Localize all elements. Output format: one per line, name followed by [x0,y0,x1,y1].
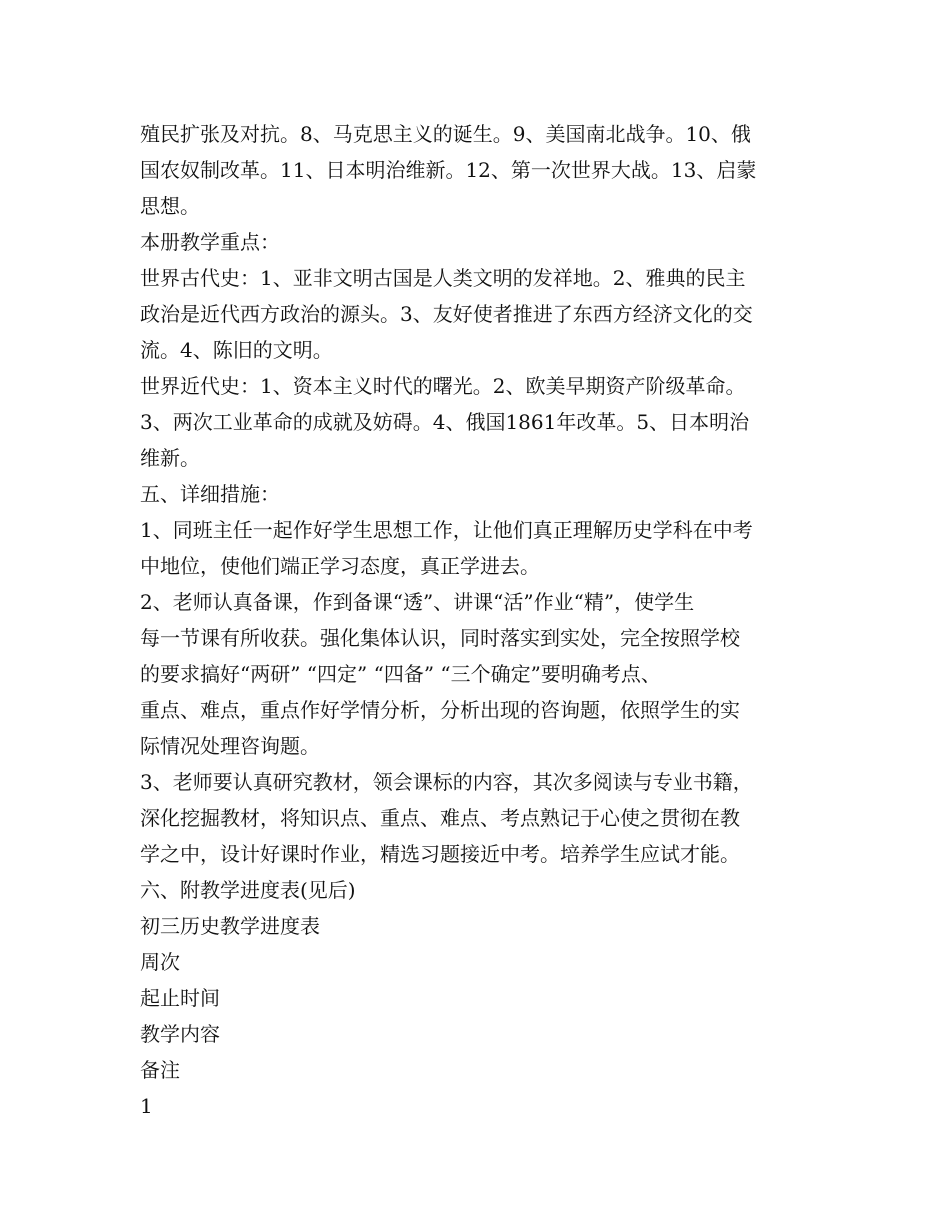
document-page [140,116,820,1124]
section-heading: 本册教学重点： [140,230,280,254]
text-line: 际情况处理咨询题。 [140,734,320,758]
table-header-notes: 备注 [140,1058,180,1082]
text-line: 1、同班主任一起作好学生思想工作，让他们真正理解历史学科在中考 [140,518,753,542]
table-header-content: 教学内容 [140,1022,220,1046]
text-line: 思想。 [140,194,200,218]
text-line: 的要求搞好“两研” “四定” “四备” “三个确定”要明确考点、 [140,662,661,686]
text-line: 世界近代史：1、资本主义时代的曙光。2、欧美早期资产阶级革命。 [140,374,746,398]
text-line: 国农奴制改革。11、日本明治维新。12、第一次世界大战。13、启蒙 [140,158,757,182]
text-line: 学之中，设计好课时作业，精选习题接近中考。培养学生应试才能。 [140,842,740,866]
text-line: 每一节课有所收获。强化集体认识，同时落实到实处，完全按照学校 [140,626,740,650]
table-header-week: 周次 [140,950,180,974]
text-line: 深化挖掘教材，将知识点、重点、难点、考点熟记于心使之贯彻在教 [140,806,740,830]
table-cell-week: 1 [140,1094,153,1118]
text-line: 中地位，使他们端正学习态度，真正学进去。 [140,554,540,578]
text-line: 2、老师认真备课，作到备课“透”、讲课“活”作业“精”，使学生 [140,590,695,614]
text-line: 重点、难点，重点作好学情分析，分析出现的咨询题，依照学生的实 [140,698,740,722]
text-line: 维新。 [140,446,200,470]
text-line: 3、老师要认真研究教材，领会课标的内容，其次多阅读与专业书籍， [140,770,753,794]
text-line: 政治是近代西方政治的源头。3、友好使者推进了东西方经济文化的交 [140,302,753,326]
section-heading: 五、详细措施： [140,482,280,506]
text-line: 3、两次工业革命的成就及妨碍。4、俄国1861年改革。5、日本明治 [140,410,750,434]
table-header-dates: 起止时间 [140,986,220,1010]
text-line: 世界古代史：1、亚非文明古国是人类文明的发祥地。2、雅典的民主 [140,266,746,290]
text-line: 殖民扩张及对抗。8、马克思主义的诞生。9、美国南北战争。10、俄 [140,122,751,146]
text-line: 流。4、陈旧的文明。 [140,338,333,362]
table-title: 初三历史教学进度表 [140,914,320,938]
section-heading: 六、附教学进度表(见后) [140,878,356,902]
